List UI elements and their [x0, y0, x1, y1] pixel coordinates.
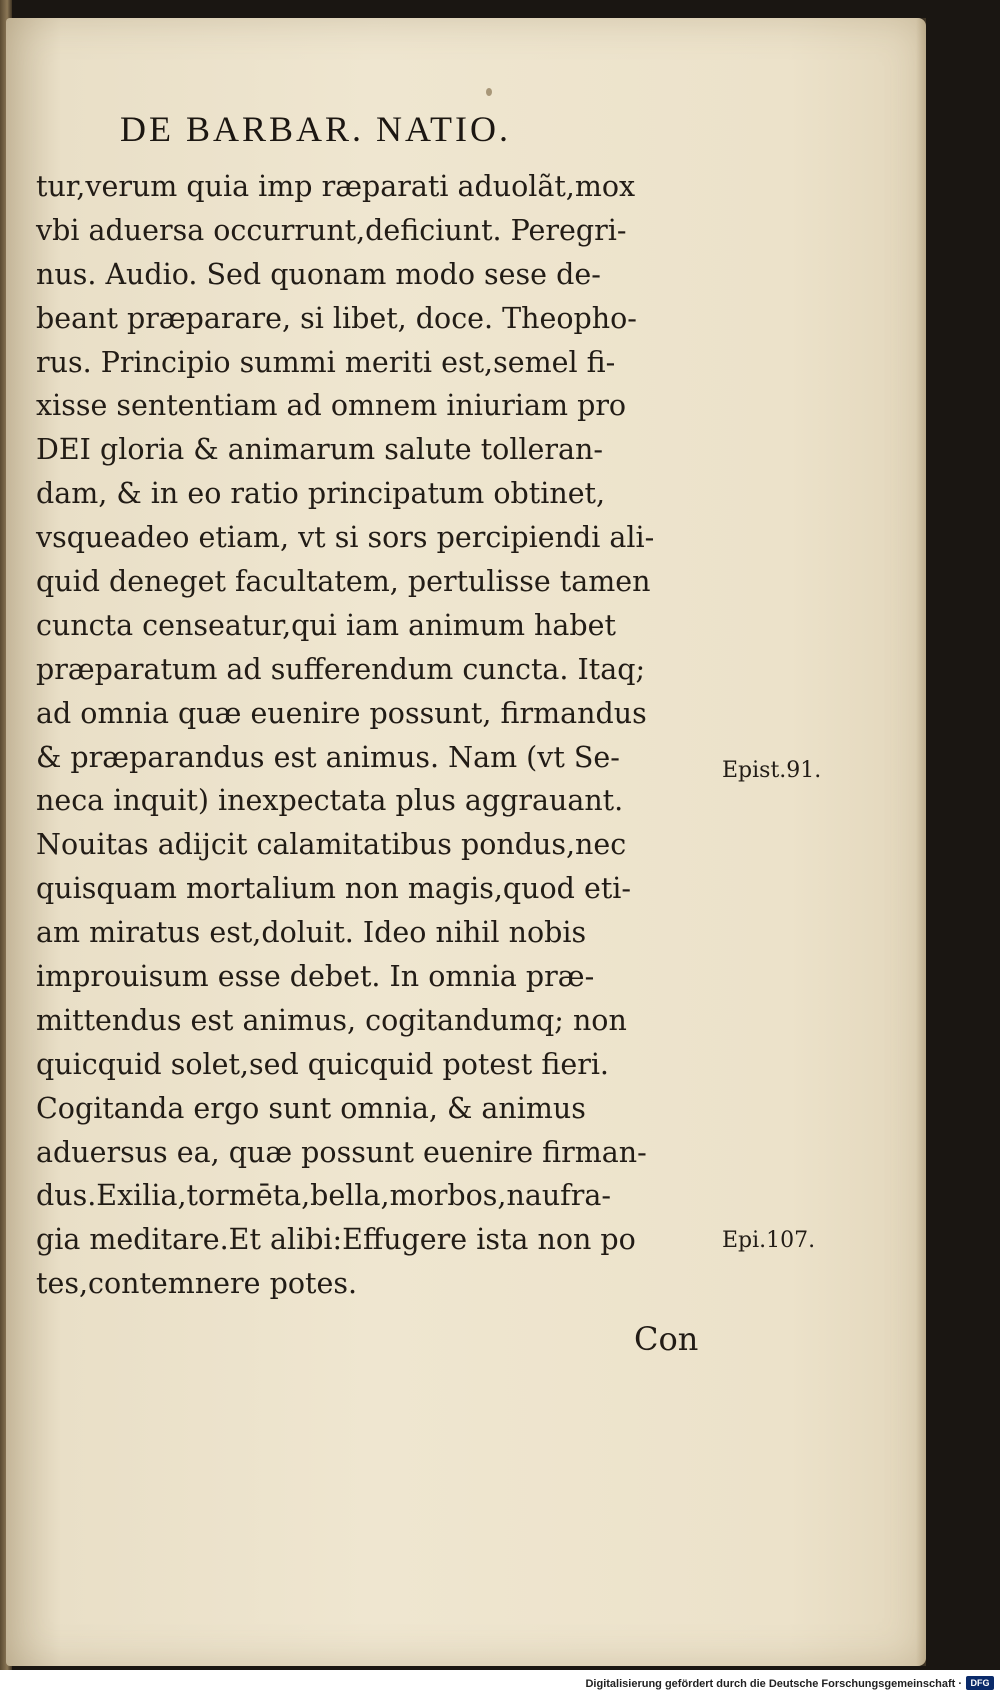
- digitization-footer: [0, 1670, 1000, 1694]
- text-line: ad omnia quæ euenire possunt, firmandus: [36, 696, 647, 730]
- text-line: rus. Principio summi meriti est,semel fi-: [36, 345, 616, 379]
- text-line: beant præparare, si libet, doce. Theopho-: [36, 301, 637, 335]
- text-line: mittendus est animus, cogitandumq; non: [36, 1003, 627, 1037]
- text-line: quisquam mortalium non magis,quod eti-: [36, 872, 632, 906]
- text-line: DEI gloria & animarum salute tolleran-: [36, 433, 604, 467]
- text-line: vbi aduersa occurrunt,deficiunt. Peregri-: [36, 213, 627, 247]
- text-line: neca inquit) inexpectata plus aggrauant.: [36, 784, 624, 818]
- text-line: quicquid solet,sed quicquid potest fieri.: [36, 1047, 609, 1081]
- text-line: vsqueadeo etiam, vt si sors percipiendi ali-: [36, 521, 655, 555]
- text-line: tur,verum quia imp ræparati aduolãt,mox: [36, 170, 636, 203]
- text-line: improuisum esse debet. In omnia præ-: [36, 960, 595, 994]
- text-line: & præparandus est animus. Nam (vt Se-: [36, 740, 620, 774]
- dfg-logo-icon: DFG: [966, 1676, 994, 1690]
- text-line: dus.Exilia,tormēta,bella,morbos,naufra-: [36, 1179, 611, 1213]
- body-text-block: [36, 165, 716, 1306]
- text-line: nus. Audio. Sed quonam modo sese de-: [36, 257, 601, 291]
- leaf-edge-shadow: [916, 18, 926, 1666]
- catchword: Con: [634, 1320, 699, 1358]
- text-line: gia meditare.Et alibi:Effugere ista non po: [36, 1223, 636, 1257]
- marginal-note: Epist.91.: [722, 758, 822, 783]
- paper-speck: [486, 88, 492, 96]
- marginal-note: Epi.107.: [722, 1228, 816, 1253]
- text-line: tes,contemnere potes.: [36, 1267, 358, 1301]
- text-line: præparatum ad sufferendum cuncta. Itaq;: [36, 652, 646, 686]
- funding-credit: Digitalisierung gefördert durch die Deutsche Forschungsgemeinschaft ·: [585, 1678, 962, 1690]
- text-line: cuncta censeatur,qui iam animum habet: [36, 608, 616, 642]
- running-head: DE BARBAR. NATIO.: [120, 109, 512, 149]
- text-line: quid deneget facultatem, pertulisse tamen: [36, 565, 651, 599]
- text-line: am miratus est,doluit. Ideo nihil nobis: [36, 916, 587, 950]
- text-line: aduersus ea, quæ possunt euenire firman-: [36, 1135, 647, 1169]
- text-line: xisse sententiam ad omnem iniuriam pro: [36, 389, 627, 423]
- text-line: Nouitas adijcit calamitatibus pondus,nec: [36, 828, 627, 862]
- text-line: dam, & in eo ratio principatum obtinet,: [36, 477, 606, 511]
- text-line: Cogitanda ergo sunt omnia, & animus: [36, 1091, 586, 1125]
